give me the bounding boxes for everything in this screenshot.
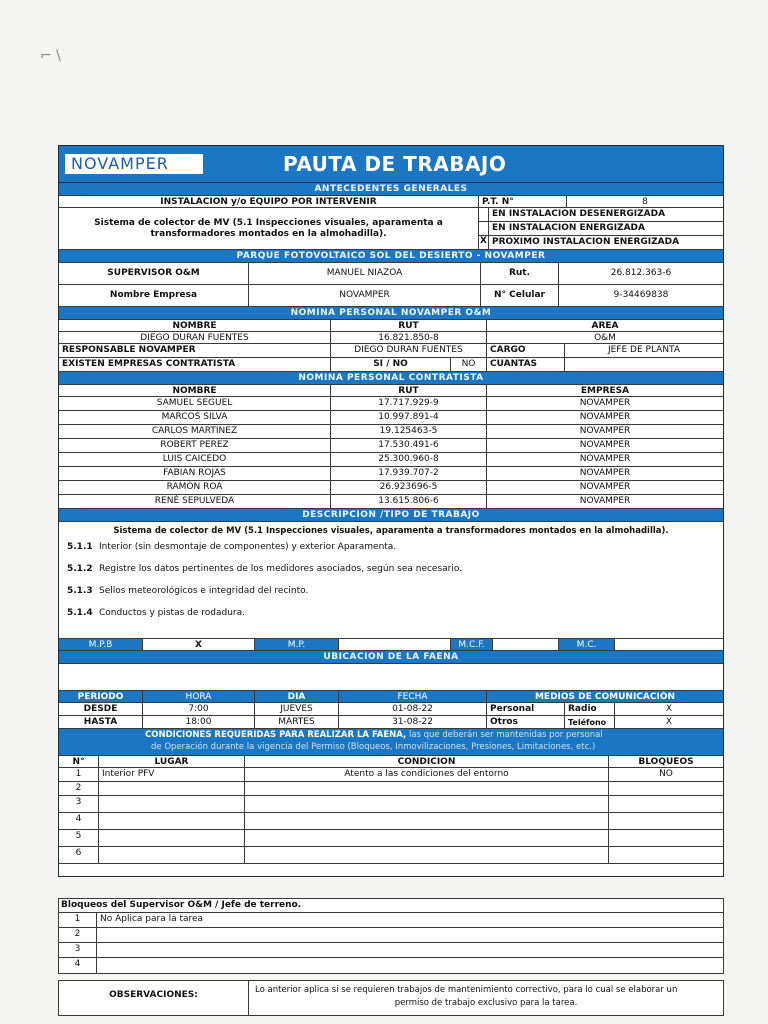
energizacion-opciones bbox=[479, 208, 723, 250]
table-row-empresa: NOVAMPER bbox=[487, 397, 723, 411]
periodo-label: PERIODO bbox=[59, 691, 143, 703]
empresa-label: Nombre Empresa bbox=[59, 285, 249, 307]
condiciones-rows bbox=[59, 768, 723, 864]
table-row-bloqueos: NO bbox=[609, 768, 723, 782]
table-row-n: 3 bbox=[59, 943, 97, 958]
bloqueos-title: Bloqueos del Supervisor O&M / Jefe de terreno. bbox=[59, 899, 723, 913]
descripcion-item bbox=[59, 558, 723, 580]
mc-label: M.C. bbox=[559, 639, 615, 651]
pt-label: P.T. N° bbox=[479, 196, 567, 208]
col-condicion: CONDICION bbox=[245, 756, 609, 768]
supervisor-label: SUPERVISOR O&M bbox=[59, 263, 249, 285]
cargo-value: JEFE DE PLANTA bbox=[565, 344, 723, 358]
cargo-label: CARGO bbox=[487, 344, 565, 358]
table-row-n: 4 bbox=[59, 813, 99, 830]
item-num: 5.1.1 bbox=[67, 542, 93, 552]
condiciones-title-rest: las que deberán ser mantenidas por personal bbox=[406, 730, 603, 740]
table-row-condicion bbox=[245, 830, 609, 847]
opcion-mark bbox=[479, 222, 489, 236]
form-title: PAUTA DE TRABAJO bbox=[283, 152, 507, 176]
work-permit-form bbox=[58, 145, 724, 877]
table-row-rut: 13.615.806-6 bbox=[331, 495, 487, 509]
item-text: Sellos meteorológicos e integridad del recinto. bbox=[99, 586, 309, 596]
table-row-empresa: NOVAMPER bbox=[487, 411, 723, 425]
table-row-text: No Aplica para la tarea bbox=[97, 913, 723, 928]
item-num: 5.1.2 bbox=[67, 564, 93, 574]
section-nomina-contratista: NOMINA PERSONAL CONTRATISTA bbox=[59, 372, 723, 385]
table-row-n: 6 bbox=[59, 847, 99, 864]
table-row-n: 2 bbox=[59, 928, 97, 943]
hora-label: HORA bbox=[143, 691, 255, 703]
table-row-n: 1 bbox=[59, 768, 99, 782]
table-row-nombre: ROBERT PEREZ bbox=[59, 439, 331, 453]
table-row-condicion bbox=[245, 813, 609, 830]
table-row-lugar bbox=[99, 830, 245, 847]
item-text: Registre los datos pertinentes de los medidores asociados, según sea necesario. bbox=[99, 564, 463, 574]
mpb-label: M.P.B bbox=[59, 639, 143, 651]
novamper-nombre: DIEGO DURAN FUENTES bbox=[59, 332, 331, 344]
cuantas-value bbox=[565, 358, 723, 372]
opcion-mark bbox=[479, 208, 489, 222]
table-row-rut: 17.939.707-2 bbox=[331, 467, 487, 481]
table-row-bloqueos bbox=[609, 847, 723, 864]
col-area: AREA bbox=[487, 320, 723, 332]
celular-label: N° Celular bbox=[481, 285, 559, 307]
section-ubicacion: UBICACION DE LA FAENA bbox=[59, 651, 723, 664]
section-antecedentes: ANTECEDENTES GENERALES bbox=[59, 183, 723, 196]
table-row-condicion bbox=[245, 782, 609, 796]
radio-value: X bbox=[615, 703, 723, 716]
dia-label: DIA bbox=[255, 691, 339, 703]
descripcion-body bbox=[59, 522, 723, 639]
desde-dia: JUEVES bbox=[255, 703, 339, 716]
desde-label: DESDE bbox=[59, 703, 143, 716]
descripcion-item bbox=[59, 580, 723, 602]
desde-fecha: 01-08-22 bbox=[339, 703, 487, 716]
descripcion-item bbox=[59, 602, 723, 624]
section-descripcion: DESCRIPCION /TIPO DE TRABAJO bbox=[59, 509, 723, 522]
hasta-dia: MARTES bbox=[255, 716, 339, 729]
table-row-bloqueos bbox=[609, 830, 723, 847]
cuantas-label: CUANTAS bbox=[487, 358, 565, 372]
col-n: N° bbox=[59, 756, 99, 768]
table-row-nombre: FABIAN ROJAS bbox=[59, 467, 331, 481]
col-empresa: EMPRESA bbox=[487, 385, 723, 397]
table-row-n: 5 bbox=[59, 830, 99, 847]
table-row-rut: 19.125463-5 bbox=[331, 425, 487, 439]
table-row-nombre: LUIS CAICEDO bbox=[59, 453, 331, 467]
table-row-empresa: NOVAMPER bbox=[487, 439, 723, 453]
table-row-rut: 25.300.960-8 bbox=[331, 453, 487, 467]
pen-mark: ⌐ \ bbox=[40, 48, 61, 64]
fecha-label: FECHA bbox=[339, 691, 487, 703]
mp-value bbox=[339, 639, 451, 651]
condiciones-header bbox=[59, 729, 723, 756]
responsable-label: RESPONSABLE NOVAMPER bbox=[59, 344, 331, 358]
otros-label: Otros bbox=[487, 716, 565, 729]
mcf-value bbox=[493, 639, 559, 651]
sino-label: SI / NO bbox=[331, 358, 451, 372]
observaciones-row bbox=[58, 980, 724, 1016]
item-text: Conductos y pistas de rodadura. bbox=[99, 608, 245, 618]
observaciones-text bbox=[249, 981, 723, 1015]
responsable-value: DIEGO DURAN FUENTES bbox=[331, 344, 487, 358]
table-row-lugar: Interior PFV bbox=[99, 768, 245, 782]
contratista-rows bbox=[59, 397, 723, 509]
rut-label: Rut. bbox=[481, 263, 559, 285]
contratista-label: EXISTEN EMPRESAS CONTRATISTA bbox=[59, 358, 331, 372]
table-row-empresa: NOVAMPER bbox=[487, 495, 723, 509]
table-row-condicion: Atento a las condiciones del entorno bbox=[245, 768, 609, 782]
condiciones-title: CONDICIONES REQUERIDAS PARA REALIZAR LA FAENA, bbox=[145, 730, 407, 740]
opcion-label: PROXIMO INSTALACION ENERGIZADA bbox=[489, 236, 723, 250]
table-row-text bbox=[97, 958, 723, 973]
sheet-bottom-spacer bbox=[59, 864, 723, 876]
hasta-fecha: 31-08-22 bbox=[339, 716, 487, 729]
pt-value: 8 bbox=[567, 196, 723, 208]
medios-label: MEDIOS DE COMUNICACIÓN bbox=[487, 691, 723, 703]
telefono-value: X bbox=[615, 716, 723, 729]
table-row-lugar bbox=[99, 847, 245, 864]
table-row-rut: 10.997.891-4 bbox=[331, 411, 487, 425]
form-header bbox=[59, 146, 723, 183]
table-row-lugar bbox=[99, 796, 245, 813]
table-row-n: 4 bbox=[59, 958, 97, 973]
celular-value: 9-34469838 bbox=[559, 285, 723, 307]
table-row-nombre: RAMÓN ROA bbox=[59, 481, 331, 495]
table-row-empresa: NOVAMPER bbox=[487, 481, 723, 495]
section-parque: PARQUE FOTOVOLTAICO SOL DEL DESIERTO - NOVAMPER bbox=[59, 250, 723, 263]
personal-label: Personal bbox=[487, 703, 565, 716]
observaciones-line2: permiso de trabajo exclusivo para la tarea. bbox=[394, 998, 578, 1008]
mc-value bbox=[615, 639, 723, 651]
mcf-label: M.C.F. bbox=[451, 639, 493, 651]
supervisor-value: MANUEL NIAZOA bbox=[249, 263, 481, 285]
table-row-text bbox=[97, 928, 723, 943]
item-num: 5.1.3 bbox=[67, 586, 93, 596]
table-row-empresa: NOVAMPER bbox=[487, 425, 723, 439]
table-row-nombre: SAMUEL SEGUEL bbox=[59, 397, 331, 411]
hasta-label: HASTA bbox=[59, 716, 143, 729]
col-bloqueos: BLOQUEOS bbox=[609, 756, 723, 768]
table-row-empresa: NOVAMPER bbox=[487, 453, 723, 467]
observaciones-label: OBSERVACIONES: bbox=[59, 981, 249, 1015]
bloqueos-supervisor-table bbox=[58, 898, 724, 974]
table-row-nombre: MARCOS SILVA bbox=[59, 411, 331, 425]
col-rut: RUT bbox=[331, 385, 487, 397]
table-row-bloqueos bbox=[609, 782, 723, 796]
table-row-n: 3 bbox=[59, 796, 99, 813]
mpb-value: X bbox=[143, 639, 255, 651]
radio-label: Radio bbox=[565, 703, 615, 716]
item-text: Interior (sin desmontaje de componentes) y exterior Aparamenta. bbox=[99, 542, 397, 552]
table-row-text bbox=[97, 943, 723, 958]
table-row-rut: 17.530.491-6 bbox=[331, 439, 487, 453]
descripcion-item bbox=[59, 536, 723, 558]
descripcion-titulo: Sistema de colector de MV (5.1 Inspecciones visuales, aparamenta a transformadores montados en la almohadilla). bbox=[113, 526, 669, 536]
opcion-mark: X bbox=[479, 236, 489, 250]
novamper-logo: NOVAMPER bbox=[65, 154, 203, 174]
table-row-nombre: RENÉ SEPULVEDA bbox=[59, 495, 331, 509]
table-row-n: 2 bbox=[59, 782, 99, 796]
opcion-label: EN INSTALACION ENERGIZADA bbox=[489, 222, 723, 236]
equipo-label: INSTALACION y/o EQUIPO POR INTERVENIR bbox=[59, 196, 479, 208]
observaciones-line1: Lo anterior aplica si se requieren trabajos de mantenimiento correctivo, para lo cual se elaborar un bbox=[255, 985, 678, 995]
novamper-area: O&M bbox=[487, 332, 723, 344]
condiciones-title-line2: de Operación durante la vigencia del Permiso (Bloqueos, Inmovilizaciones, Presiones, Limitaciones, etc.) bbox=[151, 742, 596, 752]
table-row-condicion bbox=[245, 796, 609, 813]
table-row-n: 1 bbox=[59, 913, 97, 928]
table-row-bloqueos bbox=[609, 796, 723, 813]
col-nombre: NOMBRE bbox=[59, 320, 331, 332]
table-row-condicion bbox=[245, 847, 609, 864]
item-num: 5.1.4 bbox=[67, 608, 93, 618]
ubicacion-value bbox=[59, 664, 723, 691]
telefono-label: Teléfono bbox=[565, 716, 615, 729]
table-row-rut: 26.923696-5 bbox=[331, 481, 487, 495]
equipo-descripcion: Sistema de colector de MV (5.1 Inspecciones visuales, aparamenta a transformadores montados en la almohadilla). bbox=[59, 208, 479, 250]
section-nomina-novamper: NOMINA PERSONAL NOVAMPER O&M bbox=[59, 307, 723, 320]
novamper-rut: 16.821.850-8 bbox=[331, 332, 487, 344]
table-row-lugar bbox=[99, 813, 245, 830]
mp-label: M.P. bbox=[255, 639, 339, 651]
col-nombre: NOMBRE bbox=[59, 385, 331, 397]
opcion-label: EN INSTALACION DESENERGIZADA bbox=[489, 208, 723, 222]
table-row-bloqueos bbox=[609, 813, 723, 830]
col-lugar: LUGAR bbox=[99, 756, 245, 768]
empresa-value: NOVAMPER bbox=[249, 285, 481, 307]
table-row-lugar bbox=[99, 782, 245, 796]
col-rut: RUT bbox=[331, 320, 487, 332]
hasta-hora: 18:00 bbox=[143, 716, 255, 729]
sino-value: NO bbox=[451, 358, 487, 372]
desde-hora: 7:00 bbox=[143, 703, 255, 716]
table-row-empresa: NOVAMPER bbox=[487, 467, 723, 481]
rut-value: 26.812.363-6 bbox=[559, 263, 723, 285]
table-row-nombre: CARLOS MARTINEZ bbox=[59, 425, 331, 439]
table-row-rut: 17.717.929-9 bbox=[331, 397, 487, 411]
